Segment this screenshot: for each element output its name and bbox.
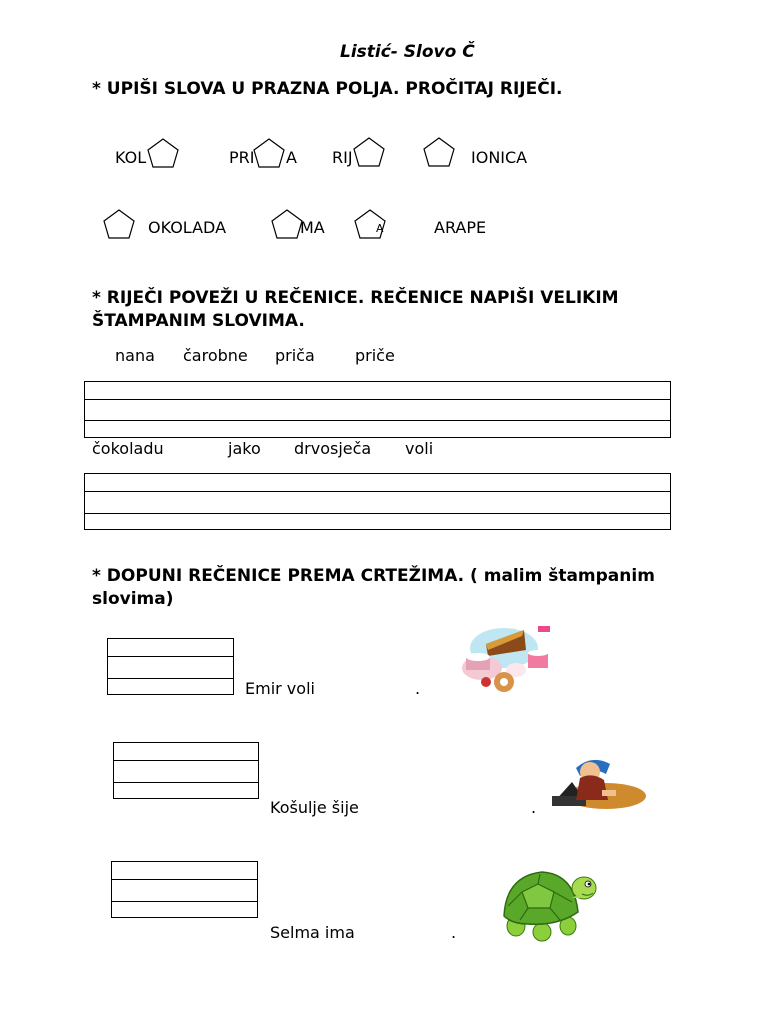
- task1-heading: * UPIŠI SLOVA U PRAZNA POLJA. PROČITAJ RIJEČI.: [92, 79, 563, 99]
- word: nana: [115, 346, 155, 365]
- sentence-text: Košulje šije: [270, 798, 359, 817]
- task3-heading-line2: slovima): [92, 589, 174, 609]
- word: drvosječa: [294, 439, 372, 458]
- sentence-period: .: [451, 923, 457, 942]
- sentence-text: Selma ima: [270, 923, 355, 942]
- word: voli: [405, 439, 434, 458]
- task2-heading: [92, 287, 619, 333]
- word-fragment: PRI: [229, 148, 255, 167]
- letter-blank-pentagon[interactable]: [352, 137, 386, 167]
- task3-heading: [92, 565, 655, 611]
- word: priča: [275, 346, 315, 365]
- word: priče: [355, 346, 395, 365]
- word: jako: [228, 439, 261, 458]
- task3-heading-line1: * DOPUNI REČENICE PREMA CRTEŽIMA. ( malim štampanim: [92, 566, 655, 586]
- word-fragment: ARAPE: [434, 218, 487, 237]
- sentence-period: .: [531, 798, 537, 817]
- answer-box[interactable]: [111, 861, 258, 918]
- word: čarobne: [183, 346, 248, 365]
- letter-blank-pentagon[interactable]: [270, 209, 304, 239]
- page-title: Listić- Slovo Č: [340, 42, 475, 62]
- word-fragment: A: [286, 148, 297, 167]
- letter-blank-pentagon[interactable]: [146, 138, 180, 168]
- answer-box[interactable]: [113, 742, 259, 799]
- seamstress-image: [546, 746, 646, 816]
- word-fragment: IONICA: [471, 148, 528, 167]
- turtle-image: [498, 862, 598, 942]
- task2-heading-line2: ŠTAMPANIM SLOVIMA.: [92, 311, 305, 331]
- word-fragment: A: [376, 222, 384, 235]
- letter-blank-pentagon[interactable]: [102, 209, 136, 239]
- writing-lines-1[interactable]: [84, 381, 671, 438]
- word-fragment: MA: [300, 218, 325, 237]
- word-fragment: KOL: [115, 148, 147, 167]
- cakes-and-donut-image: [452, 622, 556, 696]
- writing-lines-2[interactable]: [84, 473, 671, 530]
- letter-blank-pentagon[interactable]: [422, 137, 456, 167]
- sentence-period: .: [415, 679, 421, 698]
- letter-blank-pentagon[interactable]: [252, 138, 286, 168]
- answer-box[interactable]: [107, 638, 234, 695]
- sentence-text: Emir voli: [245, 679, 315, 698]
- word-fragment: OKOLADA: [148, 218, 227, 237]
- task2-heading-line1: * RIJEČI POVEŽI U REČENICE. REČENICE NAPIŠI VELIKIM: [92, 288, 619, 308]
- word: čokoladu: [92, 439, 164, 458]
- word-fragment: RIJ: [332, 148, 353, 167]
